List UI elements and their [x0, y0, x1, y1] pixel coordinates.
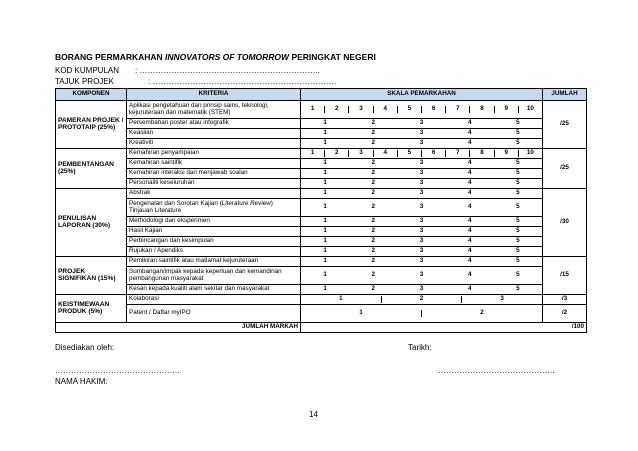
total-projek[interactable]: /15 [543, 257, 587, 295]
criteria-cell: Sumbangan/impak kepada keperluan dan kemandirian pembangunan masyarakat [127, 267, 301, 285]
criteria-cell: Persembahan poster atau infografik [127, 119, 301, 129]
criteria-cell: Hasil Kajian [127, 227, 301, 237]
header-skala: SKALA PEMARKAHAN [301, 89, 543, 101]
scale-cell[interactable]: 1 2 3 4 5 [301, 159, 543, 169]
component-keistimewaan: KEISTIMEWAAN PRODUK (5%) [56, 295, 127, 323]
table-row [56, 119, 587, 129]
table-header-row [56, 89, 587, 101]
scale-cell[interactable]: 1 2 3 4 5 [301, 247, 543, 257]
scale-cell[interactable]: 1 2 3 4 5 [301, 129, 543, 139]
table-row [56, 199, 587, 217]
project-title-row [55, 77, 336, 86]
page-number: 14 [309, 410, 318, 419]
table-row [56, 101, 587, 119]
group-code-label: KOD KUMPULAN [55, 66, 120, 75]
table-row [56, 149, 587, 159]
header-kriteria: KRITERIA [127, 89, 301, 101]
criteria-cell: Abstrak [127, 189, 301, 199]
criteria-cell: Pengenalan dan Sorotan Kajian (Literature Review) Tinjauan Literature [127, 199, 301, 217]
total-kolaborasi[interactable]: /3 [543, 295, 587, 305]
table-row [56, 267, 587, 285]
scoring-table [55, 88, 587, 333]
table-row [56, 179, 587, 189]
signature-line-right[interactable]: …………………………………….. [438, 366, 555, 375]
table-row [56, 227, 587, 237]
scale-cell[interactable]: 1 2 3 4 5 [301, 237, 543, 247]
group-code-row [55, 66, 320, 75]
total-pameran[interactable]: /25 [543, 101, 587, 149]
table-row [56, 139, 587, 149]
scale-cell[interactable]: 1 2 3 4 5 [301, 285, 543, 295]
signature-line-left[interactable]: ……………………………………….. [55, 366, 180, 375]
table-row [56, 257, 587, 267]
scale-cell[interactable]: 1 2 3 4 5 [301, 199, 543, 217]
scale-cell[interactable]: 1 2 3 4 5 [301, 227, 543, 237]
component-pameran: PAMERAN PROJEK / PROTOTAIP (25%) [56, 101, 127, 149]
criteria-cell: Patent / Daftar myIPO [127, 305, 301, 323]
table-row [56, 247, 587, 257]
criteria-cell: Kemahiran interaksi dan menjawab soalan [127, 169, 301, 179]
project-title-blank: : …………………………………………………………… [148, 77, 337, 86]
component-projek: PROJEK SIGNIFIKAN (15%) [56, 257, 127, 295]
form-title: BORANG PERMARKAHAN INNOVATORS OF TOMORROW PERINGKAT NEGERI [55, 52, 376, 62]
table-row [56, 285, 587, 295]
date-label: Tarikh: [408, 343, 432, 352]
table-row [56, 169, 587, 179]
table-row [56, 217, 587, 227]
prepared-by-label: Disediakan oleh: [55, 343, 115, 352]
grand-total-value[interactable]: /100 [301, 323, 587, 333]
scale-cell[interactable]: 1 2 3 4 5 [301, 169, 543, 179]
project-title-label: TAJUK PROJEK [55, 77, 114, 86]
scale-cell[interactable]: 1 2 3 4 5 [301, 139, 543, 149]
criteria-cell: Rujukan / Apendiks [127, 247, 301, 257]
criteria-cell: Personaliti keseluruhan [127, 179, 301, 189]
component-pembentangan: PEMBENTANGAN (25%) [56, 149, 127, 189]
criteria-cell: Aplikasi pengetahuan dan prinsip sains, teknologi, kejuruteraan dan matematik (STEM) [127, 101, 301, 119]
criteria-cell: Kreativiti [127, 139, 301, 149]
criteria-cell: Pemikiran saintifik atau matlamat kejuruteraan [127, 257, 301, 267]
header-jumlah: JUMLAH [543, 89, 587, 101]
grand-total-label: JUMLAH MARKAH [56, 323, 301, 333]
total-pembentangan[interactable]: /25 [543, 149, 587, 189]
table-row [56, 189, 587, 199]
table-row [56, 237, 587, 247]
header-komponen: KOMPONEN [56, 89, 127, 101]
scale-cell[interactable]: 1 2 3 4 5 [301, 189, 543, 199]
total-penulisan[interactable]: /30 [543, 189, 587, 257]
grand-total-row [56, 323, 587, 333]
criteria-cell: Methodologi dan eksperimen [127, 217, 301, 227]
total-patent[interactable]: /2 [543, 305, 587, 323]
scale-cell[interactable]: 1 2 [301, 305, 543, 323]
scale-cell[interactable]: 1 2 3 4 5 [301, 217, 543, 227]
component-penulisan: PENULISAN LAPORAN (30%) [56, 189, 127, 257]
criteria-cell: Kesan kepada kualiti alam sekitar dan masyarakat [127, 285, 301, 295]
scale-cell[interactable]: 1 2 3 4 5 [301, 267, 543, 285]
table-row [56, 305, 587, 323]
criteria-cell: Kemahiran saintifik [127, 159, 301, 169]
scale-cell[interactable]: 1 2 3 [301, 295, 543, 305]
scale-cell[interactable]: 1 2 3 4 5 [301, 257, 543, 267]
group-code-blank: : ………………………………………………………….. [135, 66, 320, 75]
table-row [56, 159, 587, 169]
scale-cell[interactable]: 1 2 3 4 5 6 7 8 9 10 [301, 101, 543, 119]
table-row [56, 129, 587, 139]
table-row [56, 295, 587, 305]
criteria-cell: Keaslian [127, 129, 301, 139]
criteria-cell: Kolaborasi [127, 295, 301, 305]
criteria-cell: Kemahiran penyampaian [127, 149, 301, 159]
judge-name-label: NAMA HAKIM: [55, 377, 108, 386]
scale-cell[interactable]: 1 2 3 4 5 [301, 179, 543, 189]
scale-cell[interactable]: 1 2 3 4 5 6 7 8 9 10 [301, 149, 543, 159]
criteria-cell: Perbincangan dan kesimpulan [127, 237, 301, 247]
scale-cell[interactable]: 1 2 3 4 5 [301, 119, 543, 129]
